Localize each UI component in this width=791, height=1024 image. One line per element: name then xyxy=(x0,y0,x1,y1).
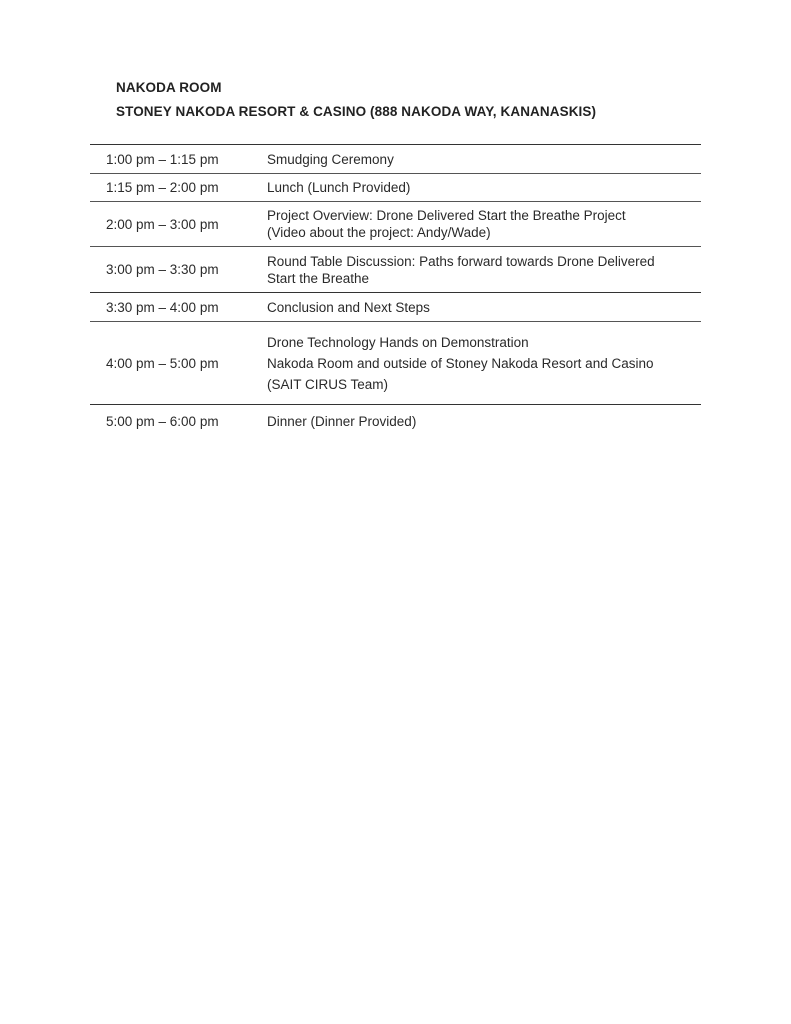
activity-line: Start the Breathe xyxy=(267,270,370,286)
activity xyxy=(267,253,701,287)
activity-line: Nakoda Room and outside of Stoney Nakoda Resort and Casino xyxy=(267,355,654,371)
activity-line: (Video about the project: Andy/Wade) xyxy=(267,225,491,240)
schedule-row xyxy=(90,405,701,437)
time-slot: 1:15 pm – 2:00 pm xyxy=(106,180,219,195)
activity-line: Round Table Discussion: Paths forward towards Drone Delivered xyxy=(267,253,655,269)
time-slot: 5:00 pm – 6:00 pm xyxy=(106,413,219,429)
schedule-row xyxy=(90,202,701,247)
activity-line: Lunch (Lunch Provided) xyxy=(267,180,411,195)
activity-line: Dinner (Dinner Provided) xyxy=(267,413,417,429)
schedule-row xyxy=(90,174,701,202)
time-slot: 1:00 pm – 1:15 pm xyxy=(106,151,219,167)
activity-line: Project Overview: Drone Delivered Start the Breathe Project xyxy=(267,208,626,223)
time-slot: 4:00 pm – 5:00 pm xyxy=(106,355,219,371)
schedule-row xyxy=(90,247,701,293)
activity-line: Drone Technology Hands on Demonstration xyxy=(267,334,529,350)
activity xyxy=(267,151,701,168)
activity xyxy=(267,413,701,430)
schedule-table xyxy=(90,144,701,437)
activity xyxy=(267,299,701,316)
schedule-row xyxy=(90,145,701,174)
venue-heading: STONEY NAKODA RESORT & CASINO (888 NAKODA WAY, KANANASKIS) xyxy=(116,104,597,119)
activity xyxy=(267,179,701,196)
time-slot: 3:30 pm – 4:00 pm xyxy=(106,299,219,315)
time-slot: 2:00 pm – 3:00 pm xyxy=(106,216,219,232)
schedule-row xyxy=(90,322,701,405)
activity-line: Smudging Ceremony xyxy=(267,151,394,167)
activity xyxy=(267,207,701,241)
activity xyxy=(267,330,701,397)
time-slot: 3:00 pm – 3:30 pm xyxy=(106,262,219,277)
activity-line: (SAIT CIRUS Team) xyxy=(267,376,389,392)
room-heading: NAKODA ROOM xyxy=(116,80,222,95)
schedule-row xyxy=(90,293,701,322)
activity-line: Conclusion and Next Steps xyxy=(267,299,430,315)
